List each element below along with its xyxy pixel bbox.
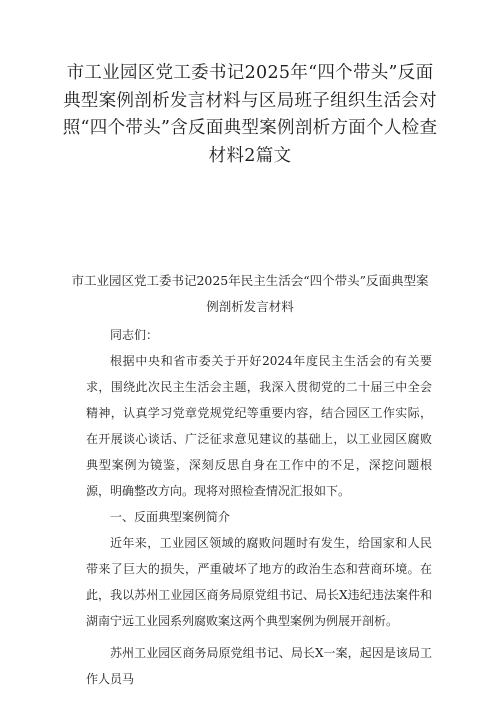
paragraph-case-overview: 近年来，工业园区领域的腐败问题时有发生，给国家和人民带来了巨大的损失，严重破坏了地方的政治生态和营商环境。在此，我以苏州工业园区商务局原党组书记、局长X违纪违法案件和湖南宁远工业园系列腐败案这两个典型案例为例展开剖析。	[86, 536, 432, 628]
paragraph-case-detail: 苏州工业园区商务局原党组书记、局长X一案，起因是该局工作人员马	[86, 646, 432, 686]
document-title: 市工业园区党工委书记2025年“四个带头”反面典型案例剖析发言材料与区局班子组织生活会对照“四个带头”含反面典型案例剖析方面个人检查材料2篇文	[62, 63, 438, 166]
document-body	[86, 322, 432, 692]
section-title: 市工业园区党工委书记2025年民主生活会“四个带头”反面典型案例剖析发言材料	[71, 273, 429, 314]
heading-case-summary: 一、反面典型案例简介	[110, 510, 231, 524]
salutation: 同志们：	[110, 328, 159, 342]
paragraph-intro: 根据中央和省市委关于开好2024年度民主生活会的有关要求，围绕此次民主生活会主题，我深入贯彻党的二十届三中全会精神，认真学习党章党规党纪等重要内容，结合园区工作实际，在开展谈心谈话、广泛征求意见建议的基础上，以工业园区腐败典型案例为镜鉴，深刻反思自身在工作中的不足，深挖问题根源，明确整改方向。现将对照检查情况汇报如下。	[86, 354, 432, 498]
